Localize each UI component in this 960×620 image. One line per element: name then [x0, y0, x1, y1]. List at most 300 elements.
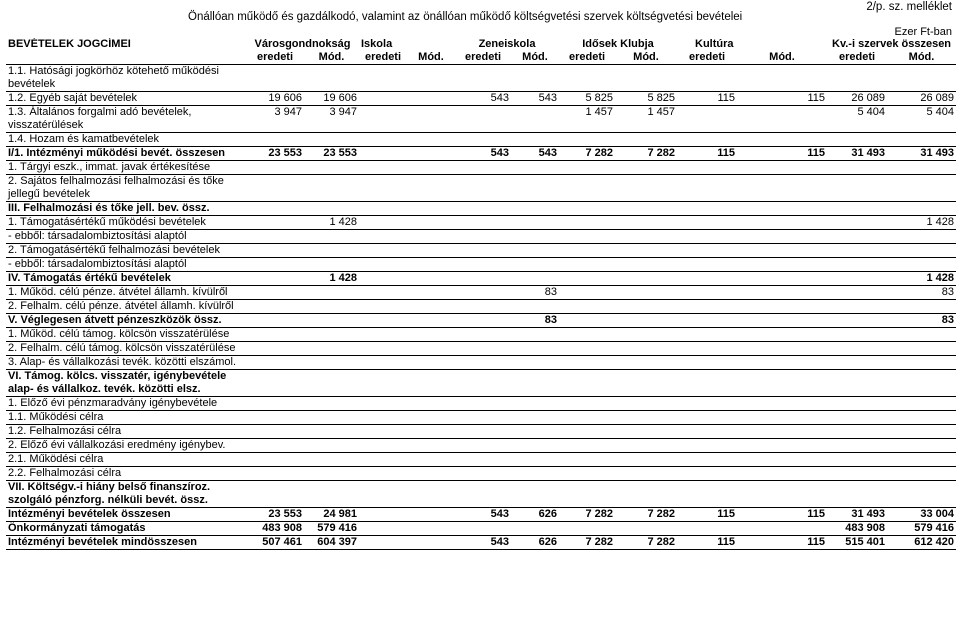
row-value	[887, 258, 956, 272]
table-row	[6, 522, 956, 536]
row-value	[246, 481, 304, 508]
row-value: 5 404	[887, 106, 956, 133]
row-value	[246, 230, 304, 244]
row-value: 543	[455, 508, 511, 522]
table-row	[6, 133, 956, 147]
row-value	[559, 65, 615, 92]
table-row	[6, 467, 956, 481]
row-value	[455, 314, 511, 328]
row-value	[737, 161, 827, 175]
row-value	[677, 522, 737, 536]
row-value	[887, 161, 956, 175]
row-value	[407, 175, 455, 202]
row-value	[455, 411, 511, 425]
row-value	[304, 481, 359, 508]
table-row	[6, 453, 956, 467]
row-value: 83	[887, 314, 956, 328]
row-value	[359, 147, 407, 161]
row-label: VII. Költségv.-i hiány belső finanszíroz. szolgáló pénzforg. nélküli bevét. össz.	[6, 481, 246, 508]
row-label: 1. Támogatásértékű működési bevételek	[6, 216, 246, 230]
row-value	[677, 356, 737, 370]
row-value	[407, 356, 455, 370]
row-value	[304, 300, 359, 314]
row-value: 543	[511, 92, 559, 106]
row-value	[615, 65, 677, 92]
sub-mod: Mód.	[615, 51, 677, 65]
row-value	[559, 202, 615, 216]
row-value	[359, 244, 407, 258]
row-value	[511, 272, 559, 286]
row-value	[737, 300, 827, 314]
row-value	[737, 342, 827, 356]
row-value	[737, 397, 827, 411]
row-value	[304, 286, 359, 300]
row-value	[887, 453, 956, 467]
table-row	[6, 258, 956, 272]
row-value	[511, 230, 559, 244]
sub-mod: Mód.	[511, 51, 559, 65]
row-value	[677, 467, 737, 481]
row-value: 115	[677, 536, 737, 550]
table-row	[6, 272, 956, 286]
annex-label: 2/p. sz. melléklet	[866, 1, 952, 13]
row-value	[407, 286, 455, 300]
row-value	[827, 328, 887, 342]
row-value	[827, 356, 887, 370]
table-row	[6, 328, 956, 342]
row-value	[677, 481, 737, 508]
row-value	[559, 522, 615, 536]
row-value	[407, 328, 455, 342]
row-label: - ebből: társadalombiztosítási alaptól	[6, 230, 246, 244]
row-value	[246, 397, 304, 411]
table-row	[6, 356, 956, 370]
row-value	[407, 453, 455, 467]
row-value	[737, 522, 827, 536]
row-value	[304, 244, 359, 258]
row-value	[677, 244, 737, 258]
row-value: 1 428	[887, 216, 956, 230]
row-label: 1. Előző évi pénzmaradvány igénybevétele	[6, 397, 246, 411]
row-value	[737, 216, 827, 230]
row-value	[359, 272, 407, 286]
row-value	[615, 453, 677, 467]
row-value	[511, 244, 559, 258]
row-value	[359, 286, 407, 300]
row-value	[827, 286, 887, 300]
row-value	[677, 397, 737, 411]
row-value	[559, 216, 615, 230]
row-value	[359, 356, 407, 370]
row-value	[827, 175, 887, 202]
row-value	[559, 453, 615, 467]
row-label: 1.1. Hatósági jogkörhöz kötehető működési bevételek	[6, 65, 246, 92]
table-row	[6, 314, 956, 328]
row-value: 115	[677, 92, 737, 106]
row-label: Önkormányzati támogatás	[6, 522, 246, 536]
row-value: 543	[455, 92, 511, 106]
row-value	[359, 133, 407, 147]
row-value	[455, 356, 511, 370]
row-value	[246, 439, 304, 453]
row-value	[359, 508, 407, 522]
row-value: 543	[455, 147, 511, 161]
row-value: 23 553	[246, 508, 304, 522]
row-value	[455, 106, 511, 133]
row-value: 23 553	[304, 147, 359, 161]
row-value	[887, 244, 956, 258]
table-row	[6, 244, 956, 258]
row-value	[737, 411, 827, 425]
row-value	[246, 453, 304, 467]
row-value	[615, 467, 677, 481]
row-value	[304, 328, 359, 342]
table-row	[6, 147, 956, 161]
row-value	[511, 439, 559, 453]
row-value	[511, 370, 559, 397]
row-value	[615, 522, 677, 536]
row-value	[455, 522, 511, 536]
row-value	[455, 342, 511, 356]
row-label: 3. Alap- és vállalkozási tevék. közötti elszámol.	[6, 356, 246, 370]
row-value	[887, 411, 956, 425]
row-value	[407, 65, 455, 92]
row-value	[455, 272, 511, 286]
row-value: 483 908	[827, 522, 887, 536]
sub-eredeti: eredeti	[677, 51, 737, 65]
row-value	[827, 481, 887, 508]
row-value	[246, 216, 304, 230]
row-value	[677, 425, 737, 439]
row-value: 115	[737, 536, 827, 550]
row-value	[827, 272, 887, 286]
sub-eredeti: eredeti	[246, 51, 304, 65]
row-value	[246, 133, 304, 147]
row-value	[407, 425, 455, 439]
row-value	[615, 411, 677, 425]
row-label: 2. Felhalm. célú támog. kölcsön visszatérülése	[6, 342, 246, 356]
row-value	[455, 467, 511, 481]
row-label: 1.2. Felhalmozási célra	[6, 425, 246, 439]
row-value: 7 282	[559, 147, 615, 161]
row-value	[559, 425, 615, 439]
row-value	[511, 328, 559, 342]
row-value: 1 457	[559, 106, 615, 133]
row-value	[455, 216, 511, 230]
row-value	[677, 300, 737, 314]
row-value	[511, 397, 559, 411]
row-value	[737, 467, 827, 481]
row-value	[887, 370, 956, 397]
row-value	[246, 286, 304, 300]
row-value	[737, 272, 827, 286]
row-value	[359, 314, 407, 328]
row-value	[615, 258, 677, 272]
row-value	[615, 202, 677, 216]
row-value	[827, 411, 887, 425]
sub-eredeti: eredeti	[559, 51, 615, 65]
row-value	[887, 65, 956, 92]
row-value: 579 416	[304, 522, 359, 536]
row-value	[827, 397, 887, 411]
row-value	[246, 65, 304, 92]
row-value: 626	[511, 508, 559, 522]
table-row	[6, 230, 956, 244]
row-label: 1. Működ. célú támog. kölcsön visszatérülése	[6, 328, 246, 342]
row-value	[407, 536, 455, 550]
row-value	[455, 370, 511, 397]
row-value: 7 282	[615, 147, 677, 161]
row-value	[407, 439, 455, 453]
row-value	[359, 202, 407, 216]
row-value	[615, 356, 677, 370]
row-value	[511, 300, 559, 314]
row-value	[359, 439, 407, 453]
row-value	[887, 230, 956, 244]
row-value	[359, 522, 407, 536]
row-value	[737, 230, 827, 244]
row-value	[359, 230, 407, 244]
table-row	[6, 411, 956, 425]
row-value	[304, 411, 359, 425]
row-value	[559, 314, 615, 328]
row-value	[559, 300, 615, 314]
row-value: 19 606	[246, 92, 304, 106]
row-value	[246, 467, 304, 481]
row-value	[359, 411, 407, 425]
row-value	[677, 342, 737, 356]
table-subheader-row	[6, 51, 956, 65]
row-value	[511, 175, 559, 202]
row-value	[737, 202, 827, 216]
row-label: 2. Sajátos felhalmozási felhalmozási és tőke jellegű bevételek	[6, 175, 246, 202]
row-value	[615, 133, 677, 147]
row-value: 1 457	[615, 106, 677, 133]
table-header-row	[6, 38, 956, 51]
row-value	[407, 342, 455, 356]
row-value	[246, 244, 304, 258]
row-value	[677, 65, 737, 92]
row-value	[511, 106, 559, 133]
row-value	[407, 481, 455, 508]
row-value	[511, 342, 559, 356]
row-label: 2.2. Felhalmozási célra	[6, 467, 246, 481]
row-value	[737, 258, 827, 272]
row-value	[407, 133, 455, 147]
row-value	[304, 161, 359, 175]
row-value	[887, 175, 956, 202]
row-value	[827, 244, 887, 258]
row-value: 115	[737, 508, 827, 522]
row-value	[304, 397, 359, 411]
row-label: 2.1. Működési célra	[6, 453, 246, 467]
row-value	[827, 314, 887, 328]
row-value	[615, 286, 677, 300]
row-value	[677, 314, 737, 328]
row-value: 1 428	[304, 216, 359, 230]
row-label: 1.2. Egyéb saját bevételek	[6, 92, 246, 106]
row-value	[455, 133, 511, 147]
row-value	[246, 258, 304, 272]
row-value	[559, 230, 615, 244]
row-value	[677, 133, 737, 147]
row-label: Intézményi bevételek összesen	[6, 508, 246, 522]
row-value: 115	[677, 508, 737, 522]
table-row	[6, 216, 956, 230]
row-value	[827, 65, 887, 92]
row-value	[737, 481, 827, 508]
row-value	[455, 258, 511, 272]
table-row	[6, 300, 956, 314]
row-value	[827, 133, 887, 147]
row-value	[677, 216, 737, 230]
row-value: 31 493	[827, 508, 887, 522]
row-value	[455, 286, 511, 300]
row-value	[677, 411, 737, 425]
table-row	[6, 202, 956, 216]
row-value	[615, 439, 677, 453]
row-value	[737, 439, 827, 453]
row-value	[677, 328, 737, 342]
row-value	[615, 161, 677, 175]
row-value	[304, 453, 359, 467]
row-value	[455, 230, 511, 244]
row-value	[407, 397, 455, 411]
row-value	[407, 106, 455, 133]
row-value	[407, 370, 455, 397]
row-label: Intézményi bevételek mindösszesen	[6, 536, 246, 550]
row-value	[887, 356, 956, 370]
row-value	[615, 272, 677, 286]
row-value: 31 493	[827, 147, 887, 161]
row-value	[737, 453, 827, 467]
row-value: 543	[511, 147, 559, 161]
row-value: 7 282	[615, 536, 677, 550]
row-value: 5 825	[615, 92, 677, 106]
row-value	[827, 216, 887, 230]
row-value	[559, 286, 615, 300]
row-value: 5 825	[559, 92, 615, 106]
row-label: 2. Támogatásértékű felhalmozási bevételek	[6, 244, 246, 258]
row-value	[737, 370, 827, 397]
row-value	[887, 300, 956, 314]
row-value	[511, 411, 559, 425]
row-value	[887, 425, 956, 439]
row-value	[304, 202, 359, 216]
row-value	[359, 300, 407, 314]
row-value	[887, 202, 956, 216]
row-value	[407, 314, 455, 328]
row-value	[827, 453, 887, 467]
row-value: 24 981	[304, 508, 359, 522]
table-body	[6, 38, 956, 550]
row-value	[737, 314, 827, 328]
row-value	[455, 453, 511, 467]
row-value: 19 606	[304, 92, 359, 106]
row-value	[246, 370, 304, 397]
row-value	[246, 272, 304, 286]
row-value	[511, 161, 559, 175]
row-value	[407, 230, 455, 244]
row-value	[559, 133, 615, 147]
row-value: 543	[455, 536, 511, 550]
table-row	[6, 65, 956, 92]
row-value	[455, 175, 511, 202]
row-value	[559, 439, 615, 453]
table-row	[6, 92, 956, 106]
row-value	[559, 356, 615, 370]
row-value	[827, 300, 887, 314]
row-value	[615, 397, 677, 411]
row-label: 1. Tárgyi eszk., immat. javak értékesítése	[6, 161, 246, 175]
row-value: 115	[737, 147, 827, 161]
row-value: 483 908	[246, 522, 304, 536]
row-value	[615, 244, 677, 258]
row-value: 83	[887, 286, 956, 300]
row-value	[559, 411, 615, 425]
row-value	[455, 244, 511, 258]
row-value	[827, 202, 887, 216]
row-value	[615, 425, 677, 439]
row-value	[615, 370, 677, 397]
row-value	[737, 286, 827, 300]
row-value	[455, 300, 511, 314]
row-label: VI. Támog. kölcs. visszatér, igénybevétele alap- és vállalkoz. tevék. közötti elsz.	[6, 370, 246, 397]
row-value	[887, 439, 956, 453]
row-value	[827, 258, 887, 272]
row-value: 23 553	[246, 147, 304, 161]
row-value	[511, 356, 559, 370]
col-header-kultura: Kultúra	[695, 38, 734, 50]
row-value	[304, 133, 359, 147]
row-value: 579 416	[887, 522, 956, 536]
row-value: 3 947	[304, 106, 359, 133]
row-value	[559, 244, 615, 258]
row-value	[359, 258, 407, 272]
row-value	[737, 65, 827, 92]
row-value	[407, 147, 455, 161]
table-row	[6, 370, 956, 397]
row-value: 7 282	[559, 536, 615, 550]
sub-eredeti: eredeti	[455, 51, 511, 65]
row-label: - ebből: társadalombiztosítási alaptól	[6, 258, 246, 272]
row-value	[455, 65, 511, 92]
row-value	[246, 175, 304, 202]
row-value	[359, 397, 407, 411]
row-label: 2. Felhalm. célú pénze. átvétel államh. kívülről	[6, 300, 246, 314]
row-value	[677, 161, 737, 175]
row-value	[407, 202, 455, 216]
row-value	[407, 258, 455, 272]
col-header-varosgondnoksag: Városgondnokság	[254, 38, 351, 50]
row-value: 612 420	[887, 536, 956, 550]
row-value	[407, 411, 455, 425]
row-value	[407, 161, 455, 175]
row-value	[677, 175, 737, 202]
row-value	[304, 314, 359, 328]
row-value	[304, 65, 359, 92]
row-value	[677, 286, 737, 300]
row-value	[511, 425, 559, 439]
row-value	[677, 370, 737, 397]
row-value	[559, 175, 615, 202]
row-value	[559, 481, 615, 508]
row-value	[304, 439, 359, 453]
row-value	[737, 133, 827, 147]
row-value	[304, 175, 359, 202]
row-value	[615, 342, 677, 356]
table-row	[6, 439, 956, 453]
